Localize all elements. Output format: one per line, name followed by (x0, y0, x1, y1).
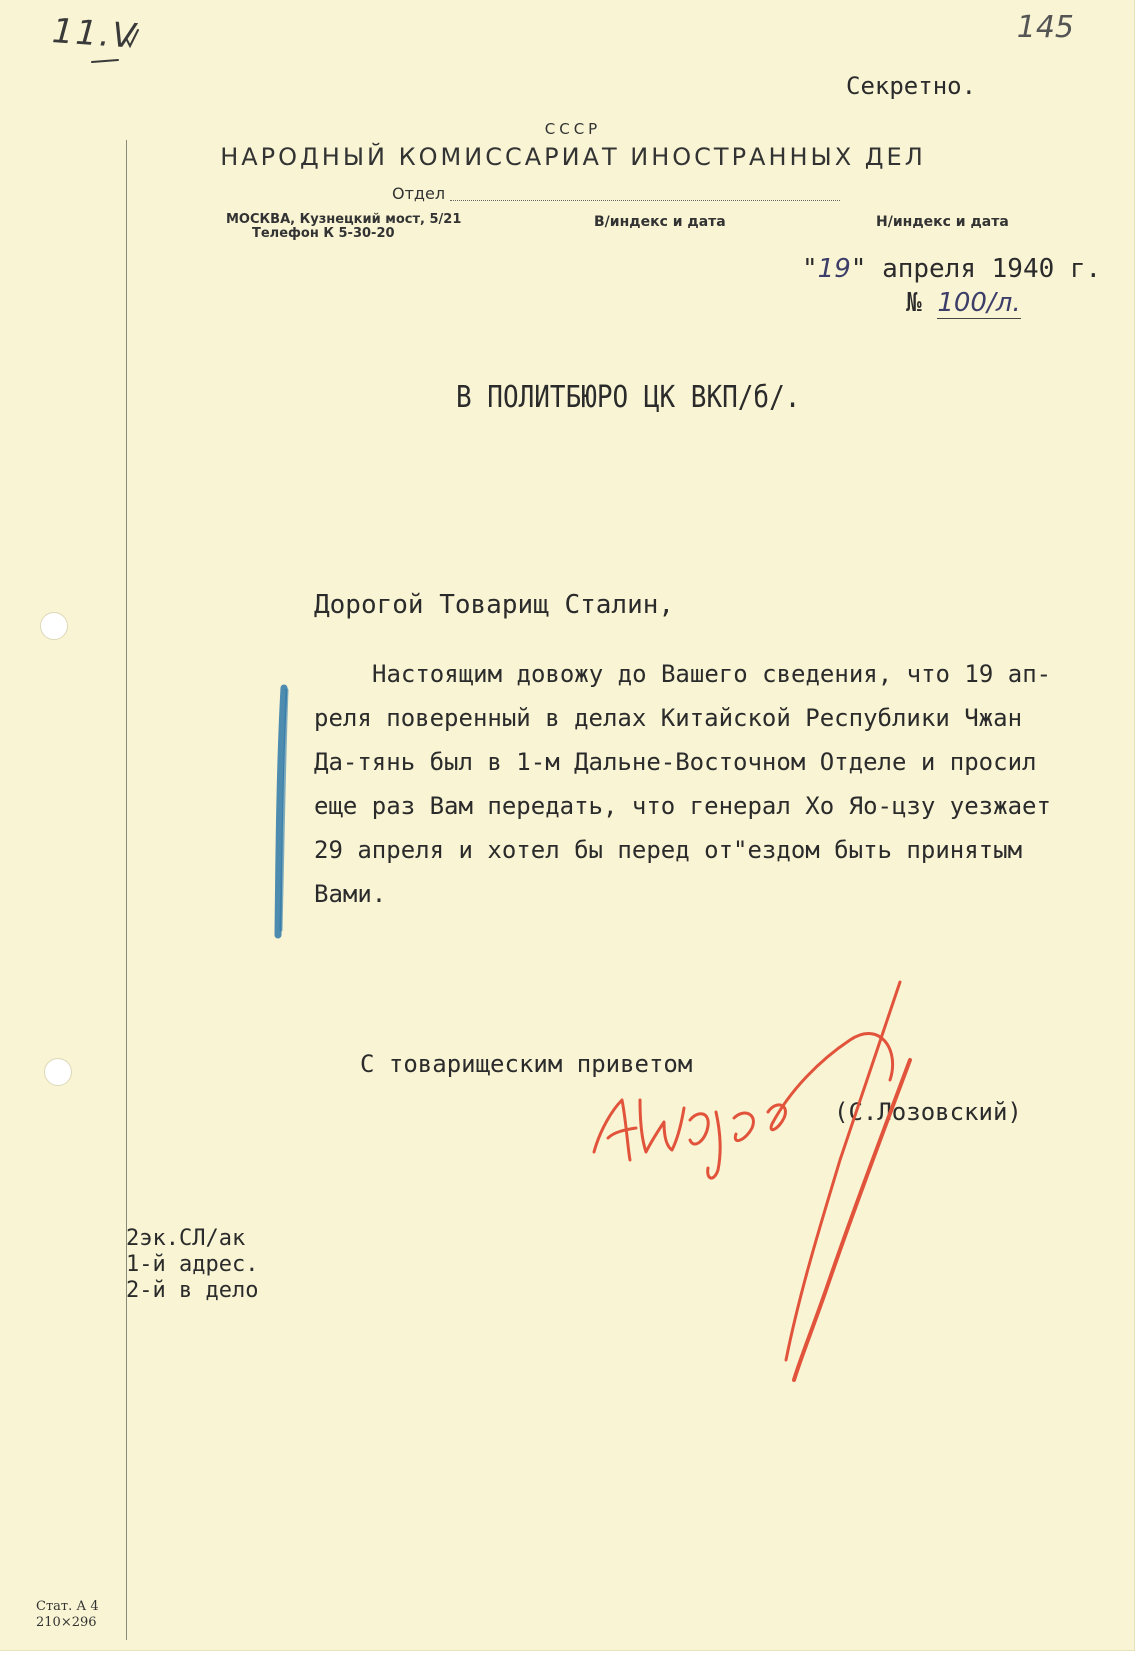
body-line: Да-тянь был в 1-м Дальне-Восточном Отделе и просил (314, 748, 1037, 776)
body-line: Вами. (314, 880, 387, 908)
address-line: МОСКВА, Кузнецкий мост, 5/21 (226, 212, 462, 227)
form-code-line: 210×296 (36, 1615, 97, 1630)
salutation: Дорогой Товарищ Сталин, (314, 590, 675, 620)
phone-line: Телефон К 5-30-20 (252, 226, 395, 241)
handwritten-page-number: 145 (1016, 10, 1074, 45)
document-date: "19" апреля 1940 г. (802, 254, 1102, 284)
outgoing-index-label: Н/индекс и дата (876, 214, 1009, 230)
distribution-item: 1-й адрес. (126, 1252, 259, 1277)
number-prefix: № (906, 288, 922, 318)
corner-mark-underline (92, 30, 138, 62)
distribution-item: 2-й в дело (126, 1278, 259, 1303)
date-rest: апреля 1940 г. (882, 254, 1102, 284)
body-line: еще раз Вам передать, что генерал Хо Яо-цзу уезжает (314, 792, 1051, 820)
form-code-line: Стат. А 4 (36, 1599, 99, 1614)
body-line: Настоящим довожу до Вашего сведения, что 19 ап- (372, 660, 1052, 688)
classification-stamp: Секретно. (846, 72, 977, 100)
closing-line: С товарищеским приветом (360, 1050, 693, 1078)
body-line: реля поверенный в делах Китайской Республики Чжан (314, 704, 1023, 732)
department-label: Отдел (392, 184, 446, 203)
body-line: 29 апреля и хотел бы перед от"ездом быть принятым (314, 836, 1023, 864)
handwritten-date-mark: 11.V (50, 11, 139, 57)
signer-name: (С.Лозовский) (834, 1098, 1022, 1126)
recipient-line: В ПОЛИТБЮРО ЦК ВКП/б/. (456, 380, 801, 416)
red-pencil-long-stroke (794, 1060, 910, 1380)
red-pencil-signature (594, 982, 900, 1360)
date-day: 19 (817, 254, 851, 284)
distribution-item: 2эк.СЛ/ак (126, 1226, 246, 1251)
letterhead-country: СССР (544, 120, 602, 138)
letterhead-ministry: НАРОДНЫЙ КОМИССАРИАТ ИНОСТРАННЫХ ДЕЛ (220, 143, 926, 171)
number-value: 100/л. (937, 288, 1021, 318)
incoming-index-label: В/индекс и дата (594, 214, 726, 230)
